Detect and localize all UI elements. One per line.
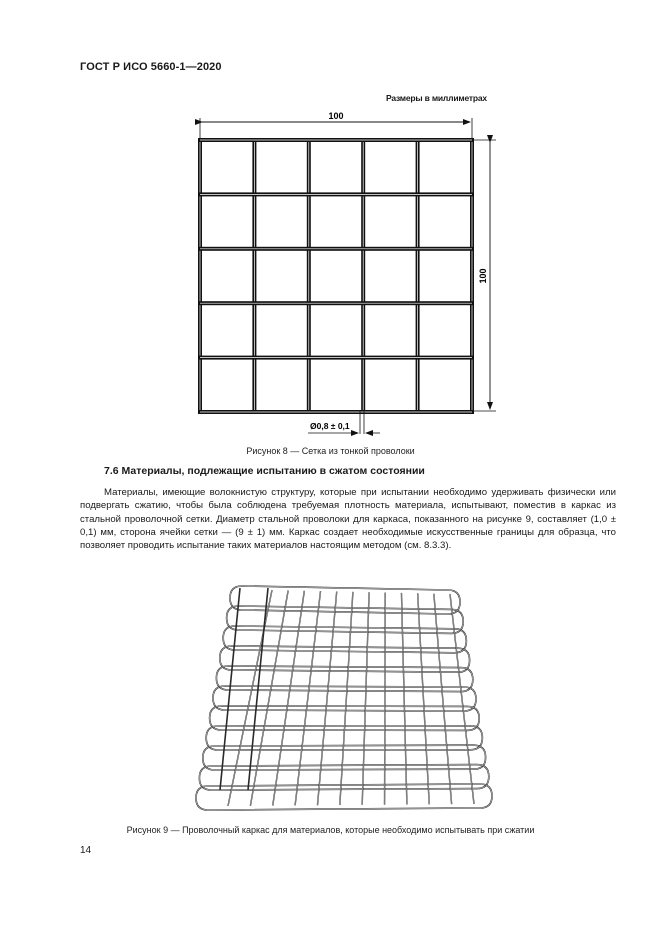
cage-wire-loop [230, 586, 460, 614]
document-header-title: ГОСТ Р ИСО 5660-1—2020 [80, 61, 222, 73]
mesh-grid [198, 138, 474, 414]
page-number: 14 [80, 845, 92, 856]
section-paragraph: Материалы, имеющие волокнистую структуру, которые при испытании необходимо удерживать физически или подвергать сжатию, чтобы была соблюдена требуемая плотность материала, испытывают, поместив в каркас из стальной проволочной сетки. Диаметр стальной проволоки для каркаса, показанного на рисунке 9, составляет (1,0 ± 0,1) мм, сторона ячейки сетки — (9 ± 1) мм. Каркас создает необходимые искусственные границы для образца, что позволяет проводить испытание таких материалов настоящим методом (см. 8.3.3). [80, 487, 616, 552]
wire-diameter-label: Ø0,8 ± 0,1 [310, 421, 350, 431]
section-heading: 7.6 Материалы, подлежащие испытанию в сжатом состоянии [104, 465, 425, 477]
cage-wire-highlight [196, 784, 492, 810]
width-dimension-label: 100 [328, 111, 344, 121]
figure-9-caption: Рисунок 9 — Проволочный каркас для материалов, которые необходимо испытывать при сжатии [126, 825, 535, 835]
figure-9-wire-cage-drawing [190, 578, 500, 818]
figure-8-wire-mesh-drawing [188, 108, 508, 438]
cage-wire-loop [196, 784, 492, 810]
wire-cage [196, 586, 492, 810]
height-dimension-label: 100 [478, 268, 488, 284]
units-note: Размеры в миллиметрах [386, 93, 487, 103]
figure-8-caption: Рисунок 8 — Сетка из тонкой проволоки [246, 446, 415, 456]
